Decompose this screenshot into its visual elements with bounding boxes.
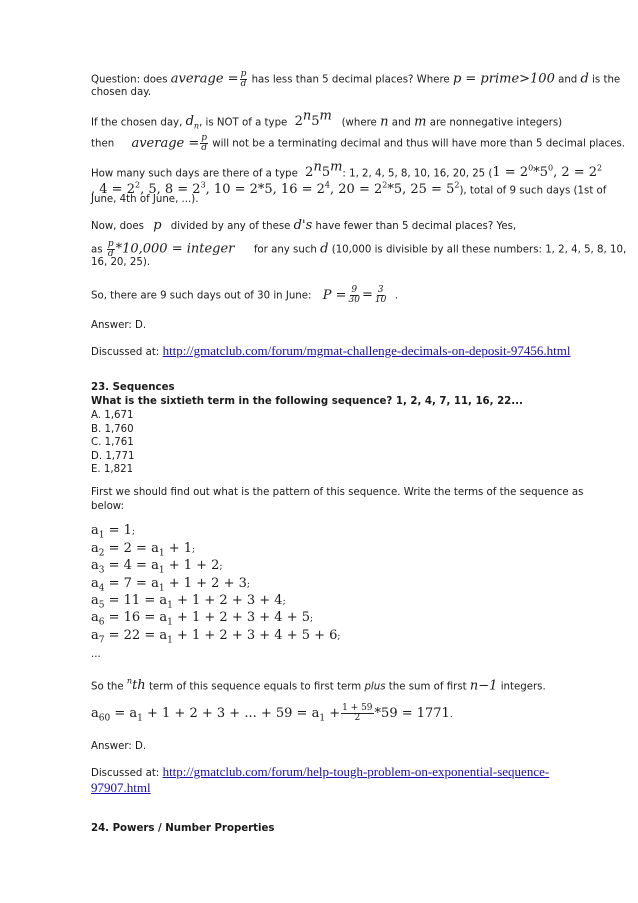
- text-line: 16, 20, 25).: [91, 257, 151, 268]
- text-line: below:: [91, 501, 125, 512]
- text-line: , $4 = 2^2$, 5, $8 = 2^3$, 10 = 2*5, $16 = 2^4$, $20 = 2^2*5$, $25 = 5^2$), total of 9 such days (1st of: [91, 181, 607, 198]
- sequence-row: $a_4 = 7 = a_1 + 1 + 2 + 3$;: [91, 576, 250, 594]
- ellipsis: ...: [91, 649, 101, 660]
- answer-text: Answer: D.: [91, 741, 147, 752]
- section-title: 23. Sequences: [91, 382, 175, 393]
- sequence-row: $a_5 = 11 = a_1 + 1 + 2 + 3 + 4$;: [91, 593, 286, 611]
- text-line: How many such days are there of a type 2$^n$5$^m$: 1, 2, 4, 5, 8, 10, 16, 20, 25 ($1 = 2^0*5^0$, $2 = 2^2$: [91, 160, 603, 181]
- option-c: C. 1,761: [91, 437, 134, 448]
- discussion-link-cont[interactable]: 97907.html: [91, 780, 151, 795]
- discussion-line: Discussed at: http://gmatclub.com/forum/help-tough-problem-on-exponential-sequence-: [91, 764, 550, 779]
- option-b: B. 1,760: [91, 424, 134, 435]
- text-line: as $\frac{p}{d}$ *10,000 = integer for any such d (10,000 is divisible by all these numbers: 1, 2, 4, 5, 8, 10,: [91, 239, 627, 259]
- option-a: A. 1,671: [91, 410, 134, 421]
- option-e: E. 1,821: [91, 464, 134, 475]
- discussion-link[interactable]: http://gmatclub.com/forum/mgmat-challenge-decimals-on-deposit-97456.html: [162, 343, 571, 358]
- formula-line: $a_{60} = a_1 + 1 + 2 + 3$ + ... + $59 = a_1$ + $\frac{1 + 59}{2}$ *59 = 1771.: [91, 703, 453, 724]
- sequence-row: $a_2 = 2 = a_1 + 1$;: [91, 541, 196, 559]
- option-d: D. 1,771: [91, 451, 135, 462]
- sequence-row: $a_6 = 16 = a_1 + 1 + 2 + 3 + 4 + 5$;: [91, 610, 314, 628]
- question-line: Question: does average = $\frac{p}{d}$ has less than 5 decimal places? Where p = prime>100 and d is the: [91, 69, 621, 89]
- text-line: Now, does p divided by any of these d's have fewer than 5 decimal places? Yes,: [91, 218, 517, 233]
- text-line: So, there are 9 such days out of 30 in June: P = $\frac{9}{30}$ = $\frac{3}{10}$ .: [91, 285, 399, 305]
- discussion-line: Discussed at: http://gmatclub.com/forum/mgmat-challenge-decimals-on-deposit-97456.html: [91, 343, 571, 358]
- text-line: then average = $\frac{p}{d}$ will not be a terminating decimal and thus will have more than 5 decimal places.: [91, 133, 626, 153]
- section-title: 24. Powers / Number Properties: [91, 823, 275, 834]
- discussion-line-cont: [91, 781, 151, 796]
- sequence-row: $a_3 = 4 = a_1 + 1 + 2$;: [91, 558, 223, 576]
- question-text: What is the sixtieth term in the following sequence? 1, 2, 4, 7, 11, 16, 22...: [91, 396, 523, 407]
- discussion-link[interactable]: http://gmatclub.com/forum/help-tough-problem-on-exponential-sequence-: [162, 764, 550, 779]
- text-line: First we should find out what is the pattern of this sequence. Write the terms of the sequence as: [91, 487, 584, 498]
- text-line: If the chosen day, $d_n$, is NOT of a type 2$^n$5$^m$ (where n and m are nonnegative integers): [91, 109, 563, 131]
- sequence-row: $a_1 = 1$;: [91, 523, 135, 541]
- text-line: June, 4th of June, ...).: [91, 194, 199, 205]
- text-line: chosen day.: [91, 87, 152, 98]
- text-line: So the $^n$th term of this sequence equals to first term plus the sum of first n−1 integers.: [91, 677, 546, 694]
- answer-text: Answer: D.: [91, 320, 147, 331]
- sequence-row: $a_7 = 22 = a_1 + 1 + 2 + 3 + 4 + 5 + 6$;: [91, 628, 341, 646]
